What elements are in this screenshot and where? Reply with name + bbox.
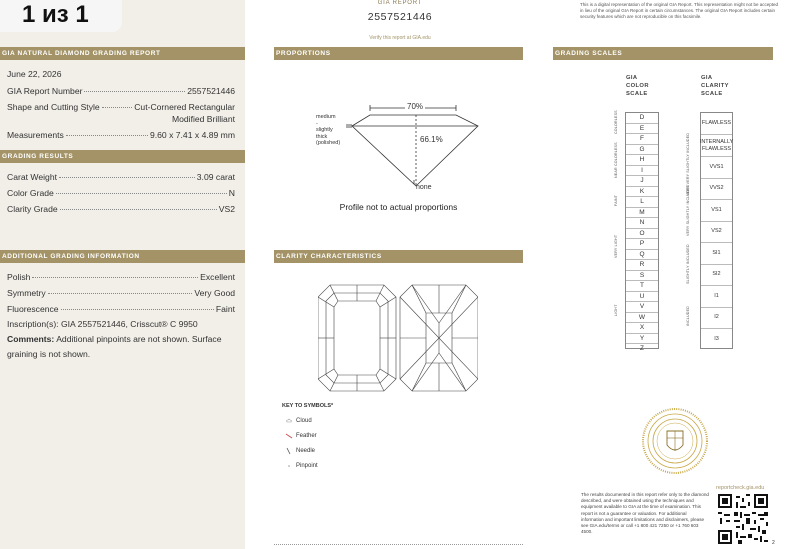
color-grade: U xyxy=(626,292,658,303)
color-group-label: FAINT xyxy=(614,194,618,206)
field-value: Cut-Cornered Rectangular xyxy=(134,102,235,112)
girdle-line: - xyxy=(316,120,318,127)
color-group-label: COLORLESS xyxy=(614,110,618,134)
color-group-label: LIGHT xyxy=(614,304,618,316)
field-label: Carat Weight xyxy=(7,172,57,182)
color-grade: V xyxy=(626,302,658,313)
clarity-grade: VS1 xyxy=(701,200,732,222)
clarity-grade: I1 xyxy=(701,286,732,308)
clarity-grade: I3 xyxy=(714,335,719,342)
clarity-row xyxy=(7,204,235,214)
clarity-group-label: INCLUDED xyxy=(686,306,690,326)
field-value: Faint xyxy=(215,304,235,314)
grading-report-heading: GIA NATURAL DIAMOND GRADING REPORT xyxy=(0,47,245,60)
clarity-grade: VS2 xyxy=(701,222,732,244)
fluorescence-row xyxy=(7,304,235,314)
clarity-grade: I2 xyxy=(701,308,732,330)
report-date: June 22, 2026 xyxy=(7,69,62,79)
color-grade: M xyxy=(626,208,658,219)
clarity-grade: SI1 xyxy=(701,243,732,265)
key-needle xyxy=(285,447,315,455)
grading-scales-heading: GRADING SCALES xyxy=(553,47,773,60)
proportions-heading: PROPORTIONS xyxy=(274,47,523,60)
report-number-row xyxy=(7,86,235,96)
reportcheck-link[interactable]: reportcheck.gia.edu xyxy=(716,485,765,491)
field-value: 3.09 carat xyxy=(196,172,235,182)
field-value: Modified Brilliant xyxy=(171,114,235,124)
color-grade: Z xyxy=(640,345,644,353)
carat-row xyxy=(7,172,235,182)
table-percent: 70% xyxy=(407,102,424,111)
comments xyxy=(7,332,237,362)
clarity-heading: CLARITY CHARACTERISTICS xyxy=(274,250,523,263)
field-value: VS2 xyxy=(218,204,235,214)
girdle-label xyxy=(316,114,340,147)
scale-title-line: SCALE xyxy=(626,91,648,97)
girdle-line: (polished) xyxy=(316,140,341,146)
field-label: Symmetry xyxy=(7,288,46,298)
scale-title-line: SCALE xyxy=(701,91,723,97)
girdle-line: medium xyxy=(316,114,336,120)
clarity-plot xyxy=(318,283,478,395)
color-grade: W xyxy=(626,313,658,324)
color-group-label: VERY LIGHT xyxy=(614,234,618,258)
color-grade: S xyxy=(626,271,658,282)
color-grade: O xyxy=(626,229,658,240)
key-feather xyxy=(285,432,317,440)
color-scale-title xyxy=(626,74,649,98)
left-panel xyxy=(0,0,245,549)
page-number: 2 xyxy=(772,540,775,546)
shape-row xyxy=(7,102,235,112)
inscription: Inscription(s): GIA 2557521446, Crisscut® C 9950 xyxy=(7,319,198,329)
color-grade: T xyxy=(626,281,658,292)
shape-row-2 xyxy=(7,114,235,124)
field-value: Very Good xyxy=(194,288,235,298)
key-label: Pinpoint xyxy=(296,463,318,469)
leader-dots xyxy=(66,135,148,136)
color-grade: R xyxy=(626,260,658,271)
scale-title-line: GIA xyxy=(701,75,713,81)
color-grade: X xyxy=(626,323,658,334)
footer-rule xyxy=(274,544,523,548)
clarity-scale-title xyxy=(701,74,729,98)
clarity-grade: VVS1 xyxy=(701,157,732,179)
report-label: GIA REPORT xyxy=(377,0,423,6)
comments-text: Additional pinpoints are not shown. Surface graining is not shown. xyxy=(7,334,222,359)
field-label: Measurements xyxy=(7,130,64,140)
scale-title-line: COLOR xyxy=(626,83,649,89)
additional-heading: ADDITIONAL GRADING INFORMATION xyxy=(0,250,245,263)
page-counter: 1 из 1 xyxy=(0,0,122,32)
color-row xyxy=(7,188,235,198)
culet-label: none xyxy=(416,184,432,191)
field-label: Polish xyxy=(7,272,31,282)
field-value: 2557521446 xyxy=(187,86,235,96)
color-grade: K xyxy=(626,187,658,198)
clarity-group-label: VERY VERY SLIGHTLY INCLUDED xyxy=(686,132,690,196)
key-title: KEY TO SYMBOLS* xyxy=(282,403,334,409)
color-grade: L xyxy=(626,197,658,208)
grading-results-heading: GRADING RESULTS xyxy=(0,150,245,163)
color-grade: D xyxy=(626,113,658,124)
field-value: Excellent xyxy=(200,272,235,282)
clarity-grade: VVS2 xyxy=(701,179,732,201)
color-group-label: NEAR COLORLESS xyxy=(614,142,618,178)
field-label: Shape and Cutting Style xyxy=(7,102,100,112)
symmetry-row xyxy=(7,288,235,298)
leader-dots xyxy=(84,91,185,92)
leader-dots xyxy=(59,177,195,178)
girdle-line: slightly xyxy=(316,127,333,133)
field-value: N xyxy=(228,188,235,198)
feather-icon xyxy=(285,432,293,440)
measurements-row xyxy=(7,130,235,140)
girdle-line: thick xyxy=(316,133,328,140)
color-grade: F xyxy=(626,134,658,145)
color-grade: Y xyxy=(626,334,658,345)
field-label: Clarity Grade xyxy=(7,204,58,214)
color-grade: Q xyxy=(626,250,658,261)
disclaimer: This is a digital representation of the original GIA Report. This representation might not be accepted in lieu of the original GIA Report in certain circumstances. The original GIA Report includes certain security features which are not reproducible on this facsimile. xyxy=(580,2,779,20)
clarity-grade: INTERNALLY FLAWLESS xyxy=(701,135,732,157)
report-number: 2557521446 xyxy=(367,11,433,23)
clarity-group-label: VERY SLIGHTLY INCLUDED xyxy=(686,184,690,236)
comments-label: Comments: xyxy=(7,334,55,344)
color-grade: G xyxy=(626,145,658,156)
field-value: 9.60 x 7.41 x 4.89 mm xyxy=(149,130,235,140)
clarity-grade: SI2 xyxy=(701,265,732,287)
pinpoint-icon xyxy=(285,462,293,470)
field-label: Color Grade xyxy=(7,188,54,198)
profile-note: Profile not to actual proportions xyxy=(339,202,458,212)
qr-code-icon[interactable] xyxy=(718,494,768,544)
leader-dots xyxy=(102,107,133,108)
key-label: Cloud xyxy=(296,418,312,424)
color-grade: P xyxy=(626,239,658,250)
key-cloud xyxy=(285,417,312,425)
leader-dots xyxy=(60,209,217,210)
key-label: Feather xyxy=(296,433,317,439)
clarity-scale xyxy=(700,112,733,349)
verify-link[interactable]: Verify this report at GIA.edu xyxy=(369,35,431,41)
color-grade: J xyxy=(626,176,658,187)
proportions-diagram xyxy=(274,98,523,193)
leader-dots xyxy=(61,309,214,310)
polish-row xyxy=(7,272,235,282)
clarity-group-label: SLIGHTLY INCLUDED xyxy=(686,244,690,284)
key-label: Needle xyxy=(296,448,316,454)
scale-title-line: GIA xyxy=(626,75,638,81)
clarity-grade: FLAWLESS xyxy=(701,113,732,135)
leader-dots xyxy=(48,293,193,294)
depth-percent: 66.1% xyxy=(420,135,443,144)
color-grade: E xyxy=(626,124,658,135)
results-text: The results documented in this report refer only to the diamond described, and were obtained using the techniques and equipment available to GIA at the time of examination. This report is not a guarantee or valuation. For additional information and important limitations and disclaimers, please see GIA.edu/terms or call +1 800 421 7250 or +1 760 603 4500. xyxy=(581,492,709,535)
key-pinpoint xyxy=(285,462,318,470)
field-label: Fluorescence xyxy=(7,304,59,314)
gia-seal-icon xyxy=(641,407,709,475)
leader-dots xyxy=(32,277,198,278)
color-grade: N xyxy=(626,218,658,229)
leader-dots xyxy=(56,193,227,194)
color-grade: H xyxy=(626,155,658,166)
needle-icon xyxy=(285,447,293,455)
scale-title-line: CLARITY xyxy=(701,83,729,89)
color-grade: I xyxy=(626,166,658,177)
field-label: GIA Report Number xyxy=(7,86,83,96)
cloud-icon xyxy=(285,417,293,425)
color-scale xyxy=(625,112,659,353)
